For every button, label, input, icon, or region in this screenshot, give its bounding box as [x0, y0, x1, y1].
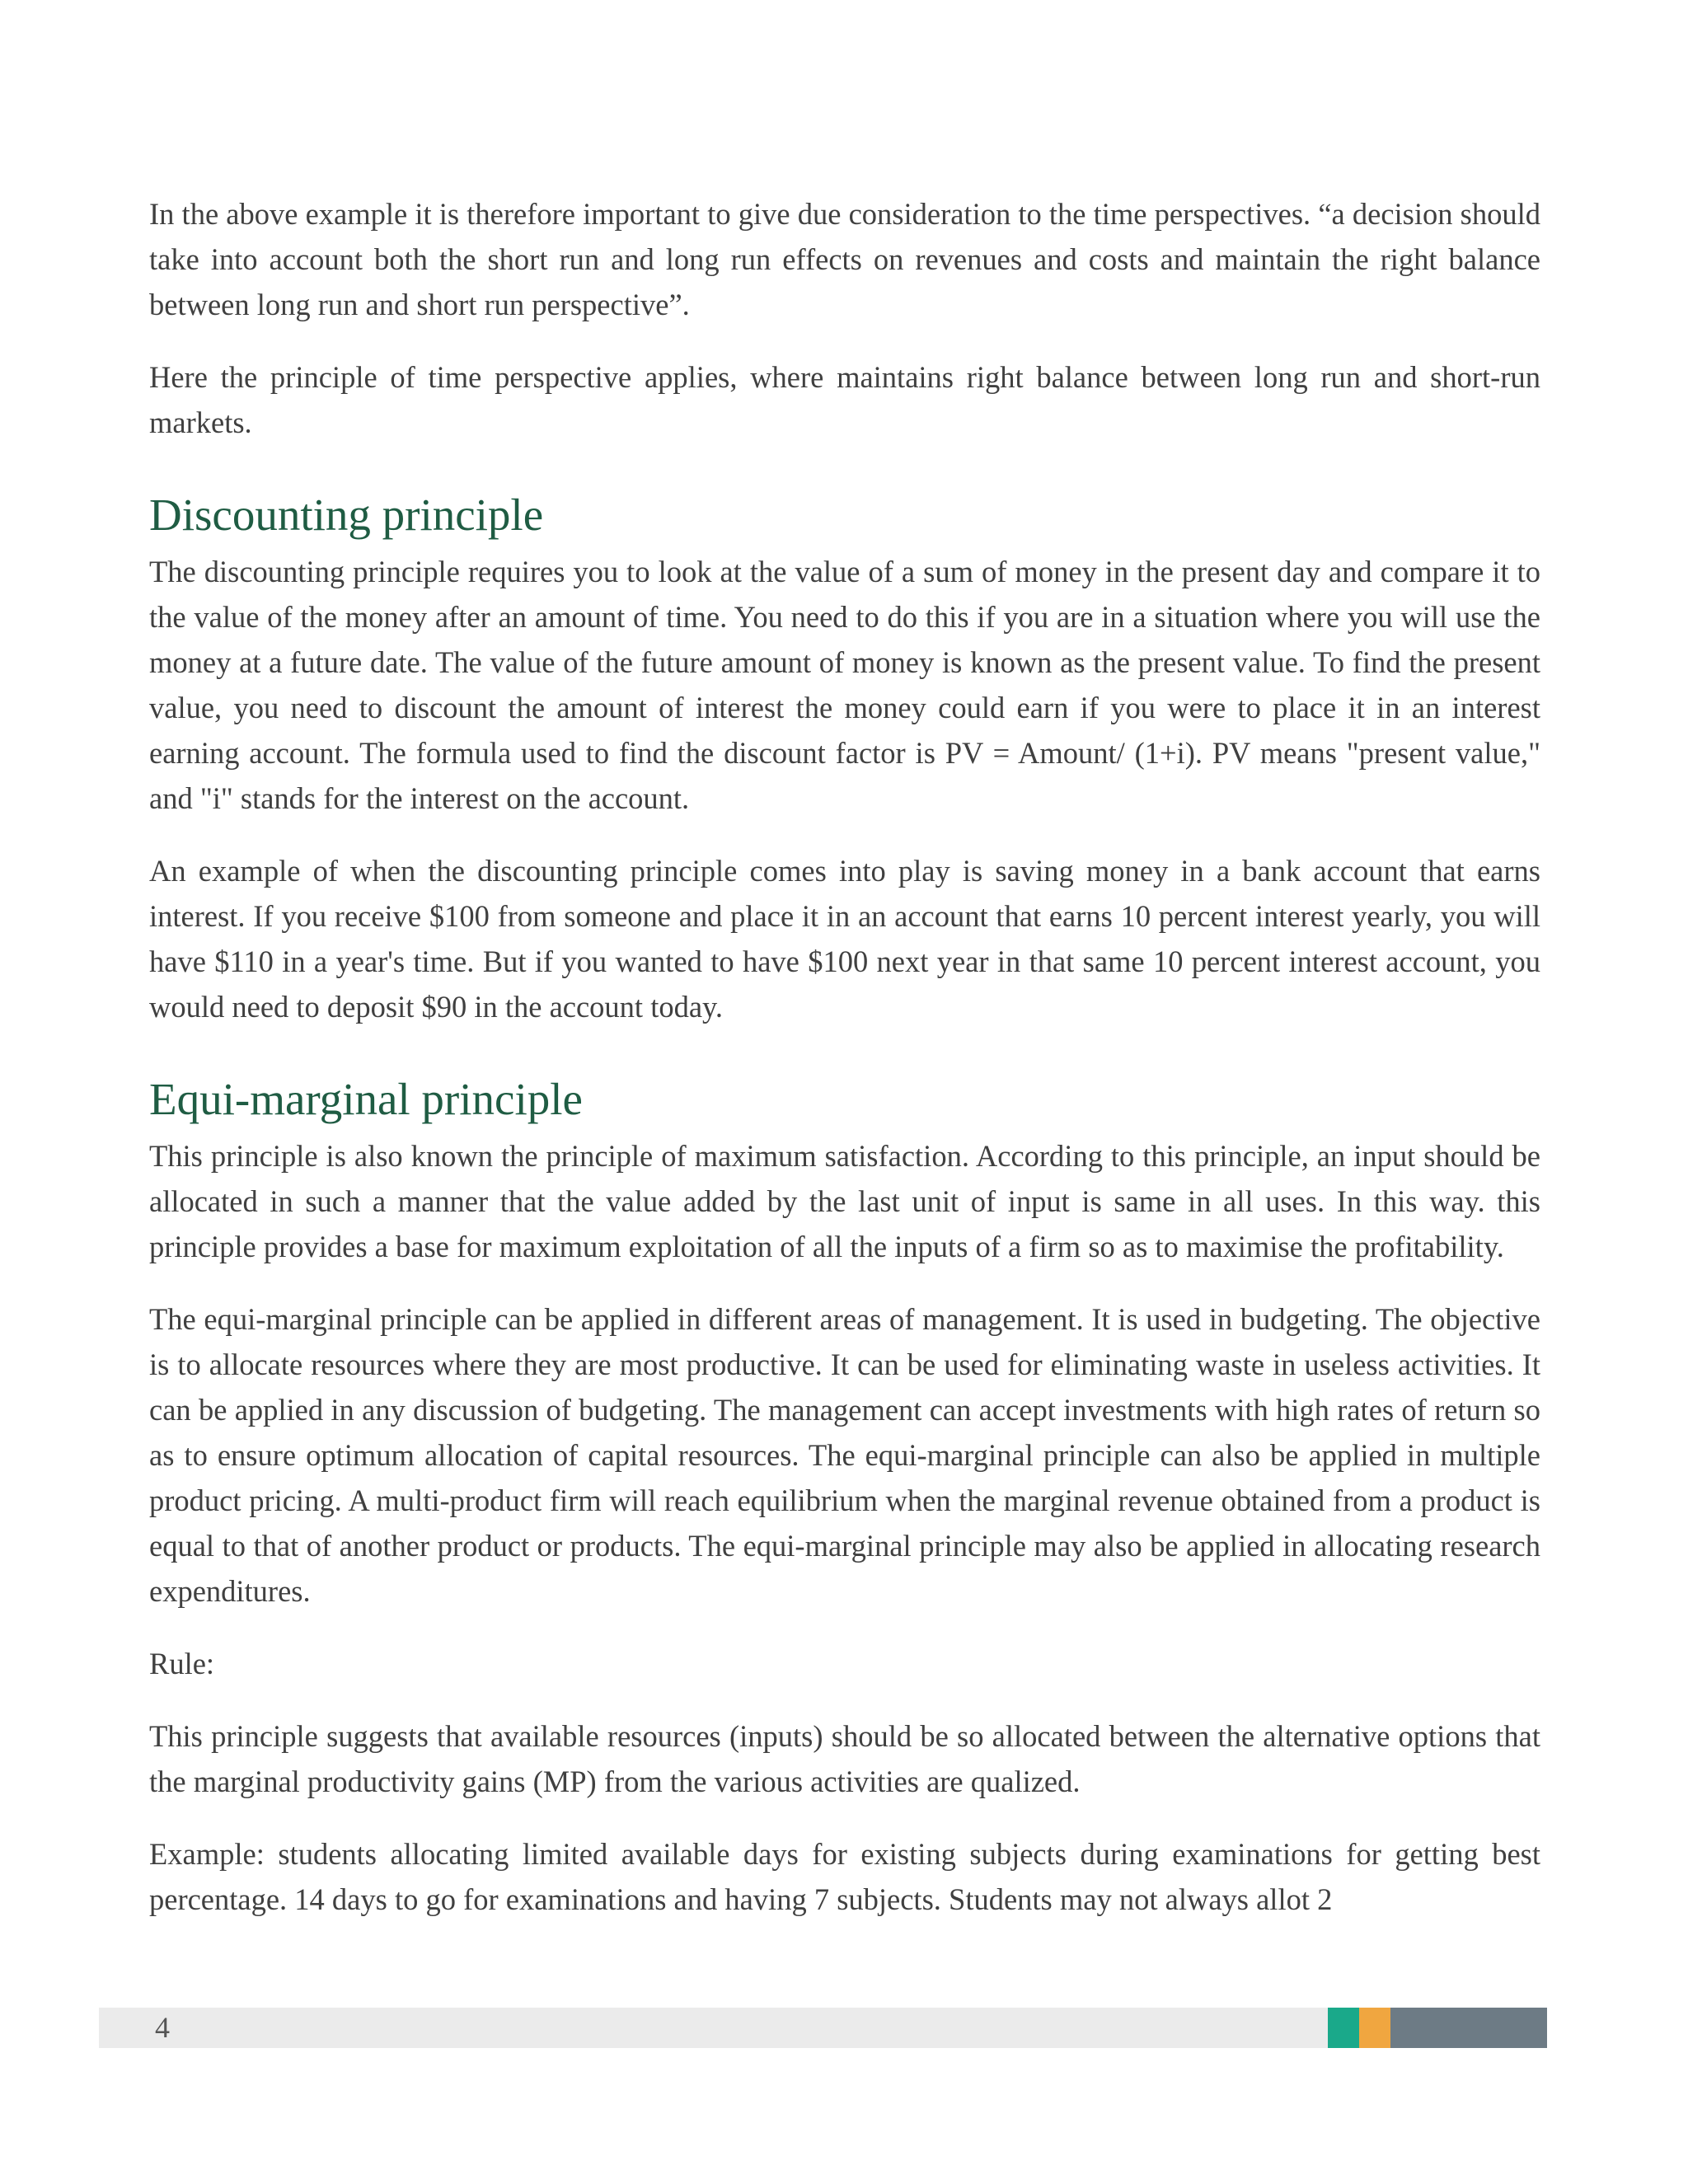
rule-paragraph: This principle suggests that available resources (inputs) should be so allocated between the alternative options that the marginal productivity gains (MP) from the various activities are qualized. — [149, 1719, 1540, 1798]
page-content — [149, 191, 1540, 1949]
footer-accent-orange — [1359, 2008, 1390, 2048]
footer-bar — [99, 2008, 1547, 2048]
footer-accent-teal — [1328, 2008, 1359, 2048]
rule-label: Rule: — [149, 1647, 215, 1680]
equimarginal-paragraph-1: This principle is also known the principle of maximum satisfaction. According to this principle, an input should be allocated in such a manner that the value added by the last unit of input is same in all uses. In this way. this principle provides a base for maximum exploitation of all the inputs of a firm so as to maximise the profitability. — [149, 1139, 1540, 1263]
discounting-paragraph-1: The discounting principle requires you to look at the value of a sum of money in the present day and compare it to the value of the money after an amount of time. You need to do this if you are in a situation where you will use the money at a future date. The value of the future amount of money is known as the present value. To find the present value, you need to discount the amount of interest the money could earn if you were to place it in an interest earning account. The formula used to find the discount factor is PV = Amount/ (1+i). PV means "present value," and "i" stands for the interest on the account. — [149, 555, 1540, 815]
footer-accent-slate — [1390, 2008, 1547, 2048]
page-number: 4 — [155, 2011, 170, 2044]
example-paragraph: Example: students allocating limited available days for existing subjects during examinations for getting best percentage. 14 days to go for examinations and having 7 subjects. Students may not always allot 2 — [149, 1837, 1540, 1916]
discounting-paragraph-2: An example of when the discounting principle comes into play is saving money in a bank account that earns interest. If you receive $100 from someone and place it in an account that earns 10 percent interest yearly, you will have $110 in a year's time. But if you wanted to have $100 next year in that same 10 percent interest account, you would need to deposit $90 in the account today. — [149, 854, 1540, 1024]
equimarginal-heading: Equi-marginal principle — [149, 1074, 583, 1124]
equimarginal-paragraph-2: The equi-marginal principle can be applied in different areas of management. It is used in budgeting. The objective is to allocate resources where they are most productive. It can be used for eliminating waste in useless activities. It can be applied in any discussion of budgeting. The management can accept investments with high rates of return so as to ensure optimum allocation of capital resources. The equi-marginal principle can also be applied in multiple product pricing. A multi-product firm will reach equilibrium when the marginal revenue obtained from a product is equal to that of another product or products. The equi-marginal principle may also be applied in allocating research expenditures. — [149, 1302, 1540, 1608]
intro-paragraph-2: Here the principle of time perspective applies, where maintains right balance between long run and short-run markets. — [149, 360, 1540, 439]
discounting-heading: Discounting principle — [149, 490, 544, 540]
intro-paragraph-1: In the above example it is therefore important to give due consideration to the time perspectives. “a decision should take into account both the short run and long run effects on revenues and costs and maintain the right balance between long run and short run perspective”. — [149, 197, 1540, 321]
